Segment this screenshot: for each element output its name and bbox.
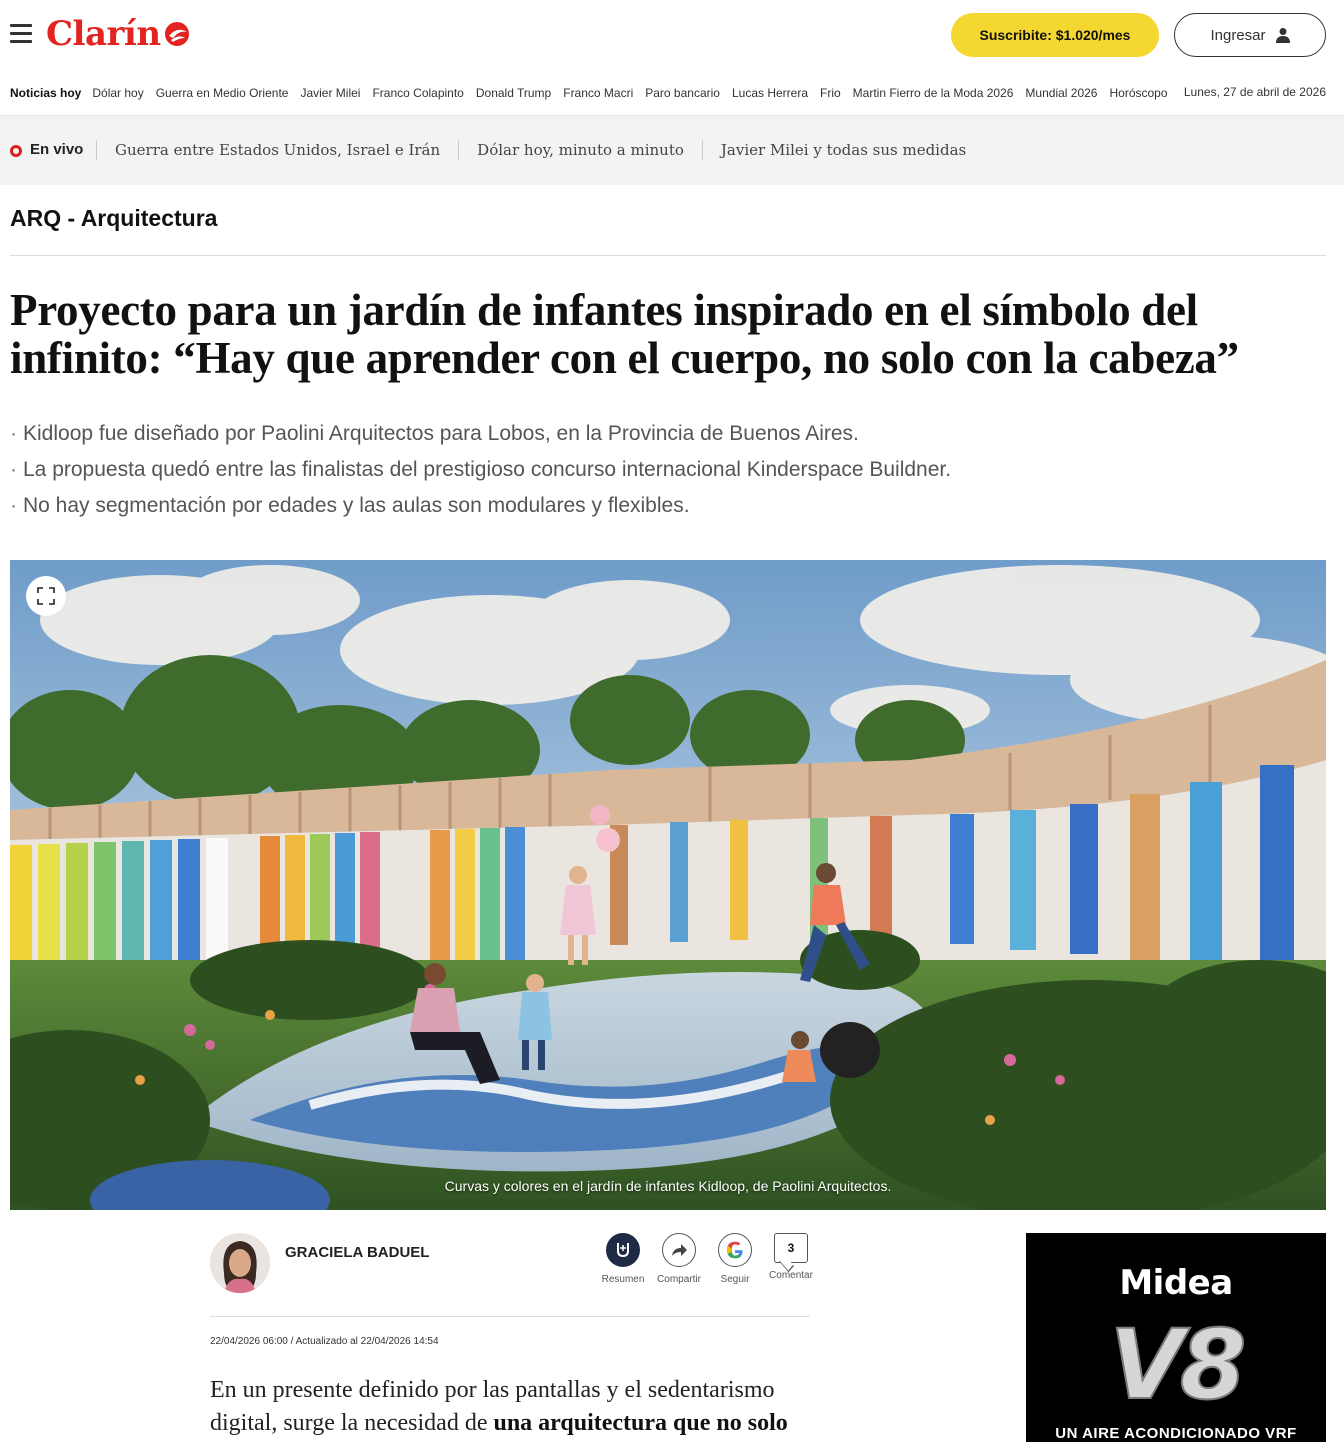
topic-item[interactable]: Frio — [820, 86, 841, 100]
summary-bullet: · Kidloop fue diseñado por Paolini Arquitectos para Lobos, en la Provincia de Buenos Aires. — [10, 422, 859, 445]
subscribe-button[interactable]: Suscribite: $1.020/mes — [951, 13, 1159, 57]
login-label: Ingresar — [1210, 26, 1266, 44]
divider — [10, 255, 1326, 256]
google-icon — [718, 1233, 752, 1267]
topic-noticias-hoy[interactable]: Noticias hoy — [10, 86, 82, 100]
topic-item[interactable]: Dólar hoy — [92, 86, 144, 100]
article-headline: Proyecto para un jardín de infantes inspirado en el símbolo del infinito: “Hay que aprender con el cuerpo, no solo con la cabeza” — [10, 285, 1239, 383]
publish-dates: 22/04/2026 06:00 / Actualizado al 22/04/2026 14:54 — [210, 1336, 439, 1347]
topic-item[interactable]: Guerra en Medio Oriente — [155, 86, 289, 100]
topic-item[interactable]: Franco Macri — [563, 86, 634, 100]
follow-label: Seguir — [720, 1274, 750, 1285]
logo-mark-icon — [163, 20, 191, 48]
expand-icon — [37, 587, 55, 605]
live-bar — [0, 115, 1344, 185]
clarin-logo[interactable] — [46, 12, 191, 56]
author-avatar[interactable] — [210, 1233, 270, 1293]
body-bold-text: una arquitectura que no solo — [493, 1410, 788, 1436]
summary-bullet: · La propuesta quedó entre las finalistas del prestigioso concurso internacional Kinderspace Buildner. — [10, 458, 952, 481]
current-date: Lunes, 27 de abril de 2026 — [1170, 85, 1326, 99]
comment-button[interactable] — [764, 1233, 818, 1285]
article-actions — [596, 1233, 820, 1285]
summary-bullet-text: La propuesta quedó entre las finalistas del prestigioso concurso internacional Kinderspace Buildner. — [23, 458, 952, 481]
comment-icon — [774, 1233, 808, 1263]
live-links — [96, 140, 984, 160]
login-button[interactable] — [1174, 13, 1326, 57]
share-icon — [662, 1233, 696, 1267]
live-label: En vivo — [30, 141, 84, 158]
follow-button[interactable] — [708, 1233, 762, 1285]
topic-item[interactable]: Paro bancario — [645, 86, 720, 100]
live-link[interactable]: Dólar hoy, minuto a minuto — [477, 141, 684, 159]
summary-bullet: · No hay segmentación por edades y las aulas son modulares y flexibles. — [10, 494, 690, 517]
article-body-first-paragraph — [210, 1374, 810, 1440]
topic-item[interactable]: Franco Colapinto — [372, 86, 464, 100]
topics-nav — [10, 84, 1326, 102]
summary-bullet-text: Kidloop fue diseñado por Paolini Arquitectos para Lobos, en la Provincia de Buenos Aires. — [23, 422, 859, 445]
article-summary — [10, 416, 1310, 524]
divider — [210, 1316, 810, 1317]
summary-bullet-text: No hay segmentación por edades y las aulas son modulares y flexibles. — [23, 494, 690, 517]
ad-model: V8 — [1109, 1309, 1243, 1421]
ad-banner[interactable] — [1026, 1233, 1326, 1442]
summary-button[interactable] — [596, 1233, 650, 1285]
live-link[interactable]: Guerra entre Estados Unidos, Israel e Irán — [115, 141, 441, 159]
share-button[interactable] — [652, 1233, 706, 1285]
topic-item[interactable]: Martin Fierro de la Moda 2026 — [852, 86, 1014, 100]
image-caption: Curvas y colores en el jardín de infantes Kidloop, de Paolini Arquitectos. — [444, 1178, 892, 1194]
ad-brand: Midea — [1119, 1263, 1233, 1303]
hero-image[interactable] — [10, 560, 1326, 1210]
expand-image-button[interactable] — [26, 576, 66, 616]
logo-text: Clarín — [46, 14, 161, 54]
comment-count: 3 — [787, 1241, 795, 1255]
section-title[interactable]: ARQ - Arquitectura — [10, 205, 218, 231]
live-link[interactable]: Javier Milei y todas sus medidas — [720, 141, 967, 159]
topic-item[interactable]: Donald Trump — [475, 86, 552, 100]
ad-tagline: UN AIRE ACONDICIONADO VRF — [1055, 1425, 1297, 1442]
share-label: Compartir — [657, 1274, 701, 1285]
author-name[interactable]: GRACIELA BADUEL — [285, 1244, 430, 1261]
user-icon — [1276, 27, 1290, 43]
topic-item[interactable]: Mundial 2026 — [1025, 86, 1098, 100]
menu-icon[interactable] — [10, 24, 32, 44]
topic-item[interactable]: Horóscopo — [1109, 86, 1168, 100]
hero-illustration — [10, 560, 1326, 1210]
summary-icon — [606, 1233, 640, 1267]
comment-label: Comentar — [769, 1270, 813, 1281]
topic-item[interactable]: Javier Milei — [300, 86, 361, 100]
avatar-image — [210, 1233, 270, 1293]
live-dot-icon — [10, 145, 22, 157]
topic-item[interactable]: Lucas Herrera — [731, 86, 808, 100]
summary-label: Resumen — [601, 1274, 645, 1285]
site-header — [0, 0, 1344, 70]
body-text: En un presente definido por las pantallas y el sedentarismo digital, surge la necesidad de — [210, 1377, 775, 1436]
